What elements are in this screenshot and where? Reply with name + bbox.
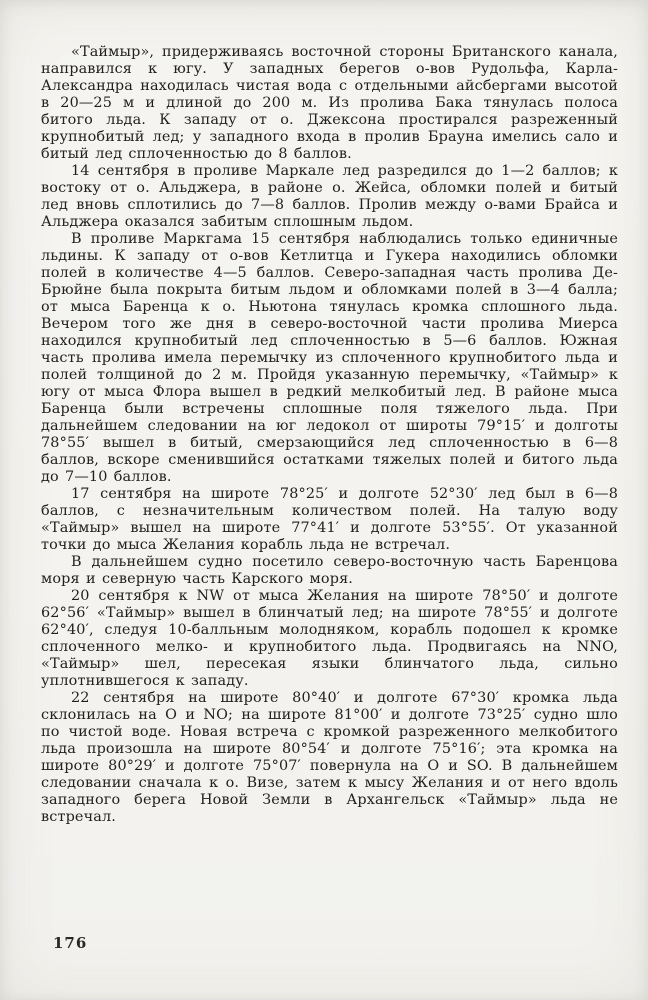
page-number: 176 xyxy=(53,934,88,952)
body-text xyxy=(41,44,618,826)
paragraph-sept-14: 14 сентября в проливе Маркале лед разредился до 1—2 баллов; к востоку от о. Альджера, в районе о. Жейса, обломки полей и битый лед вновь сплотились до 7—8 баллов. Пролив между о-вами Брайса и Альджера оказался забитым сплошным льдом. xyxy=(41,163,618,230)
paragraph-sept-15-markham: В проливе Маркгама 15 сентября наблюдались только единичные льдины. К западу от о-вов Кетлитца и Гукера находились обломки полей в количестве 4—5 баллов. Северо-западная часть пролива Де-Брюйне была покрыта битым льдом и обломками полей в 3—4 балла; от мыса Баренца к о. Ньютона тянулась кромка сплошного льда. Вечером того же дня в северо-восточной части пролива Миерса находился крупнобитый лед сплоченностью в 5—6 баллов. Южная часть пролива имела перемычку из сплоченного крупнобитого льда и полей толщиной до 2 м. Пройдя указанную перемычку, «Таймыр» к югу от мыса Флора вышел в редкий мелкобитый лед. В районе мыса Баренца были встречены сплошные поля тяжелого льда. При дальнейшем следовании на юг ледокол от широты 79°15′ и долготы 78°55′ вышел в битый, смерзающийся лед сплоченностью в 6—8 баллов, вскоре сменившийся остатками тяжелых полей и битого льда до 7—10 баллов. xyxy=(41,231,618,485)
paragraph-sept-17: 17 сентября на широте 78°25′ и долготе 52°30′ лед был в 6—8 баллов, с незначительным количеством полей. На талую воду «Таймыр» вышел на широте 77°41′ и долготе 53°55′. От указанной точки до мыса Желания корабль льда не встречал. xyxy=(41,486,618,553)
paragraph-sept-22: 22 сентября на широте 80°40′ и долготе 67°30′ кромка льда склонилась на O и NO; на широте 81°00′ и долготе 73°25′ судно шло по чистой воде. Новая встреча с кромкой разреженного мелкобитого льда произошла на широте 80°54′ и долготе 75°16′; эта кромка на широте 80°29′ и долготе 75°07′ повернула на O и SO. В дальнейшем следовании сначала к о. Визе, затем к мысу Желания и от него вдоль западного берега Новой Земли в Архангельск «Таймыр» льда не встречал. xyxy=(41,690,618,825)
paragraph-taymyr-british-channel: «Таймыр», придерживаясь восточной стороны Британского канала, направился к югу. У западных берегов о-вов Рудольфа, Карла-Александра находилась чистая вода с отдельными айсбергами высотой в 20—25 м и длиной до 200 м. Из пролива Бака тянулась полоса битого льда. К западу от о. Джексона простирался разреженный крупнобитый лед; у западного входа в пролив Брауна имелись сало и битый лед сплоченностью до 8 баллов. xyxy=(41,44,618,162)
paragraph-sept-20: 20 сентября к NW от мыса Желания на широте 78°50′ и долготе 62°56′ «Таймыр» вышел в блинчатый лед; на широте 78°55′ и долготе 62°40′, следуя 10-балльным молодняком, корабль подошел к кромке сплоченного мелко- и крупнобитого льда. Продвигаясь на NNO, «Таймыр» шел, пересекая языки блинчатого льда, сильно уплотнившегося к западу. xyxy=(41,588,618,689)
paragraph-barents-kara-seas: В дальнейшем судно посетило северо-восточную часть Баренцова моря и северную часть Карского моря. xyxy=(41,554,618,587)
